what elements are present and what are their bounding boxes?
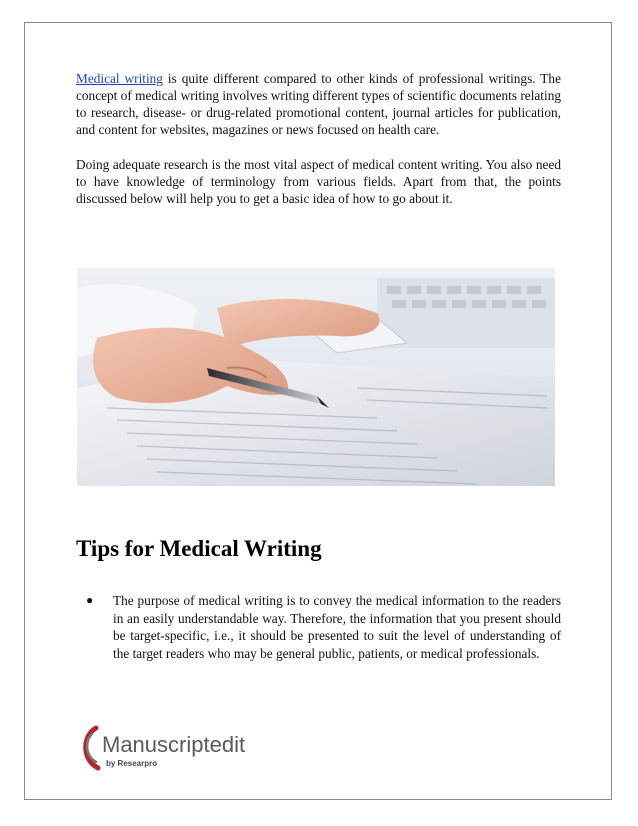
- tips-list: [76, 592, 561, 662]
- tip-text: The purpose of medical writing is to convey the medical information to the readers in an easily understandable way. Therefore, the information that you present should be target-specific, i.e., it should be presented to suit the level of understanding of the target readers who may be general public, patients, or medical professionals.: [113, 593, 561, 661]
- writing-hands-illustration: [77, 268, 555, 486]
- intro-paragraph-1: [76, 70, 561, 138]
- intro-paragraph-1-text: is quite different compared to other kinds of professional writings. The concept of medical writing involves writing different types of scientific documents relating to research, disease- or drug-related promotional content, journal articles for publication, and content for websites, magazines or news focused on health care.: [76, 71, 561, 137]
- logo-brand-text: Manuscriptedit: [102, 732, 246, 757]
- list-item: [76, 592, 561, 662]
- intro-paragraph-2: Doing adequate research is the most vital aspect of medical content writing. You also need to have knowledge of terminology from various fields. Apart from that, the points discussed below will help you to get a basic idea of how to go about it.: [76, 157, 561, 206]
- section-heading: Tips for Medical Writing: [76, 536, 322, 561]
- bullet-icon: ●: [86, 593, 94, 607]
- writing-hands-photo: [77, 268, 555, 486]
- manuscriptedit-logo: [80, 720, 260, 776]
- logo-mark: [80, 720, 260, 776]
- intro-text: [76, 70, 561, 225]
- medical-writing-link[interactable]: Medical writing: [76, 71, 163, 86]
- logo-tagline-text: by Researpro: [106, 759, 158, 768]
